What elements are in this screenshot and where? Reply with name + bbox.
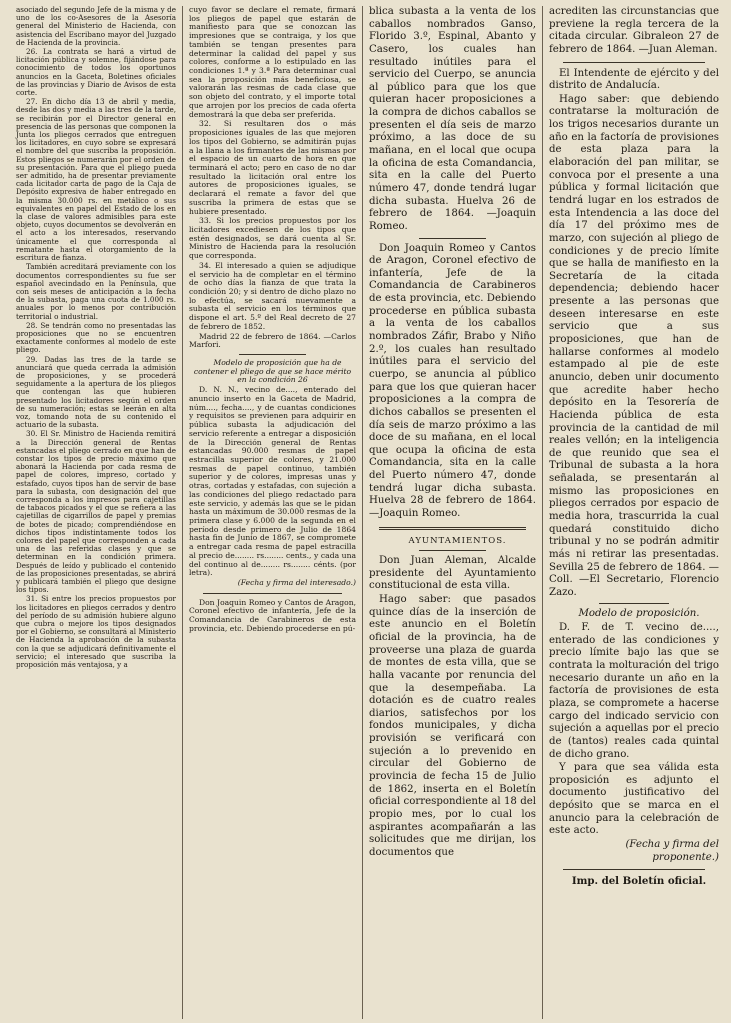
modelo-text: D. N. N., vecino de...., enterado del anuncio inserto en la Gaceta de Madrid, núm...., fecha...., y de cuantas condiciones y requisitos se previenen para adquirir en pública subasta la adjudicación del servicio referente a entregar a disposición de la Dirección general de Rentas estancadas 90.000 resmas de papel estracilla superior de colores, y 21.000 resmas de papel continuo, también superior y de colores, impresas unas y otras, cortadas y estafadas, con sujeción a las condiciones del pliego redactado para este servicio, y además las que se le pidan hasta un máximum de 30.000 resmas de la primera clase y 6.000 de la segunda en el período desde primero de Julio de 1864 hasta fin de Junio de 1867, se compromete a entregar cada resma de papel estracilla al precio de........ rs........ cents., y cada una del continuo al de........ rs........ cénts. (por letra). — [189, 385, 356, 578]
paragraph: 32. Si resultaren dos o más proposiciones iguales de las que mejoren los tipos del Gobierno, se admitirán pujas a la llana a los firmantes de las mismas por el espacio de un cuarto de hora en que terminará el acto; pero en caso de no dar resultado la licitación oral entre los autores de proposiciones iguales, se declarará el remate a favor del que suscriba la primera de estas que se hubiere presentado. — [189, 119, 356, 216]
printer-imprint: Imp. del Boletín oficial. — [571, 875, 707, 888]
notice-text: Don Joaquin Romeo y Cantos de Aragon, Coronel efectivo de infantería, Jefe de la Comandancia de Carabineros de esta provincia, etc. Debiendo procederse en pú- — [189, 597, 356, 633]
notice-text: Hago saber: que debiendo contratarse la molturación de los trigos necesarios durante un año en la factoría de provisiones de esta plaza para la elaboración del pan militar, se convoca por el presente a una pública y formal licitación que tendrá lugar en los estrados de esta Intendencia a las doce del día 17 del próximo mes de marzo, con sujeción al pliego de condiciones y de precio límite que se halla de manifiesto en la Secretaría de la citada dependencia; debiendo hacer presente a las personas que deseen interesarse en este servicio que a sus proposiciones, que han de hallarse conformes al modelo estampado al pie de este anuncio, deben unir documento que acredite haber hecho depósito en la Tesorería de Hacienda pública de esta provincia de la cantidad de mil reales vellón; en la inteligencia de que reunido que sea el Tribunal de subasta a la hora señalada, se presentarán al mismo las proposiciones en pliegos cerrados por espacio de media hora, trascurrida la cual quedará constituido dicho tribunal y no se podrán admitir más ni retirar las presentadas. Sevilla 25 de febrero de 1864. —Coll. —El Secretario, Florencio Zazo. — [549, 93, 719, 598]
paragraph: 30. El Sr. Ministro de Hacienda remitirá a la Dirección general de Rentas estancadas el pliego cerrado en que han de constar los tipos de precio máximo que abonará la Hacienda por cada resma de papel de colores, impreso, cortado y estafado, cuyos tipos han de servir de base para la subasta, con designación del que corresponda a los impresos para cajetillas de tabacos picados y el que se refiera a las cajetillas de cigarrillos de papel y premias de botes de picado; comprendiéndose en dichos tipos indistintamente todos los colores del papel que corresponden a cada una de las referidas clases y que se determinan en la condición primera. Después de leído y publicado el contenido de las proposiciones presentadas, se abrirá y publicará también el pliego que designe los tipos. — [16, 429, 176, 595]
divider — [563, 62, 705, 63]
notice-text: blica subasta a la venta de los caballos nombrados Ganso, Florido 3.º, Espinal, Abanto y Casero, los cuales han resultado inútiles para el servicio del Cuerpo, se anuncia al público para que los que quieran hacer proposiciones a la compra de dichos caballos se presenten el día seis de marzo próximo, a las doce de su mañana, en el local que ocupa la oficina de esta Comandancia, sita en la calle del Puerto número 47, donde tendrá lugar dicha subasta. Huelva 26 de febrero de 1864. —Joaquin Romeo. — [369, 6, 536, 232]
date-signature: Madrid 22 de febrero de 1864. —Carlos Marfori. — [189, 331, 356, 350]
column-3 — [362, 6, 542, 1019]
divider — [419, 238, 486, 239]
modelo-title: Modelo de proposición. — [578, 608, 700, 620]
modelo-text: Y para que sea válida esta proposición es adjunto el documento justificativo del depósito que se marca en el anuncio para la celebración de este acto. — [549, 762, 719, 837]
modelo-signature: (Fecha y firma del proponente.) — [625, 839, 719, 863]
paragraph: 31. Si entre los precios propuestos por los licitadores en pliegos cerrados y dentro del período de su admisión hubiere alguno que cubra o mejore los tipos designados por el Gobierno, se consultará al Ministerio de Hacienda la aprobación de la subasta con la que se adjudicará definitivamente el servicio; el interesado que suscriba la proposición más ventajosa, y a — [16, 594, 176, 670]
section-heading: AYUNTAMIENTOS. — [408, 535, 507, 546]
modelo-signature: (Fecha y firma del interesado.) — [237, 578, 356, 587]
paragraph: asociado del segundo Jefe de la misma y de uno de los co-Asesores de la Asesoría general del Ministerio de Hacienda, con asistencia del Escribano mayor del Juzgado de Hacienda de la provincia. — [16, 6, 176, 47]
divider — [239, 354, 306, 355]
paragraph: 29. Dadas las tres de la tarde se anunciará que queda cerrada la admisión de proposiciones, y se procederá seguidamente a la apertura de los pliegos que contengan las que hubieren presentado los licitadores según el orden de su numeración; estas se leerán en alta voz, tomando nota de su contenido el actuario de la subasta. — [16, 354, 176, 430]
divider — [379, 527, 526, 530]
divider — [563, 869, 705, 870]
notice-text: Hago saber: que pasados quince días de la inserción de este anuncio en el Boletín oficial de la provincia, ha de proveerse una plaza de guarda de montes de esta villa, que se halla vacante por renuncia del que la desempeñaba. La dotación es de cuatro reales diarios, satisfechos por los fondos municipales, y dicha provisión se verificará con sujeción a lo prevenido en circular del Gobierno de provincia de fecha 15 de Julio de 1862, inserta en el Boletín oficial correspondiente al 18 del propio mes, por lo cual los aspirantes acompañarán a las solicitudes que me dirijan, los documentos que — [369, 594, 536, 858]
modelo-text: D. F. de T. vecino de...., enterado de las condiciones y precio límite bajo las que se contrata la molturación del trigo necesario durante un año en la factoría de provisiones de esta plaza, se compromete a hacerse cargo del indicado servicio con sujeción a aquellas por el precio de (tantos) reales cada quintal de dicho grano. — [549, 622, 719, 760]
column-2 — [182, 6, 362, 1019]
modelo-title: Modelo de proposición que ha de contener el pliego de que se hace mérito en la condición 26 — [193, 358, 352, 385]
column-1 — [10, 6, 182, 1019]
notice-text: acrediten las circunstancias que previene la regla tercera de la citada circular. Gibraleon 27 de febrero de 1864. —Juan Aleman. — [549, 6, 719, 55]
paragraph: 27. En dicho día 13 de abril y media, desde las dos y media a las tres de la tarde, se recibirán por el Director general en presencia de las personas que componen la Junta los pliegos cerrados que entreguen los licitadores, en cuyo sobre se expresará el nombre del que suscriba la proposición. Estos pliegos se numerarán por el orden de su presentación. Para que el pliego pueda ser admitido, ha de presentar previamente cada licitador carta de pago de la Caja de Depósito expresiva de haber entregado en la misma 30.000 rs. en metálico o sus equivalentes en papel del Estado de los en la clase de valores admisibles para este objeto, cuyos documentos se devolverán en el acto a los interesados, reservando únicamente el que corresponda al rematante hasta el otorgamiento de la escritura de fianza. — [16, 97, 176, 263]
notice-text: Don Joaquin Romeo y Cantos de Aragon, Coronel efectivo de infantería, Jefe de la Comandancia de Carabineros de esta provincia, etc. Debiendo procederse en pública subasta a la venta de los caballos nombrados Záfir, Brabo y Niño 2.º, los cuales han resultado inútiles para el servicio del cuerpo, se anuncia al público para que los que quieran hacer proposiciones a la compra de dichos caballos se presenten el día seis de marzo próximo a las doce de su mañana, en el local que ocupa la oficina de esta Comandancia, sita en la calle del Puerto número 47, donde tendrá lugar dicha subasta. Huelva 28 de febrero de 1864.—Joaquin Romeo. — [369, 242, 536, 519]
notice-title: Don Juan Aleman, Alcalde presidente del Ayuntamiento constitucional de esta villa. — [369, 555, 536, 592]
paragraph: 26. La contrata se hará a virtud de licitación pública y solemne, fijándose para conocimiento de todos los oportunos anuncios en la Gaceta, Boletines oficiales de las provincias y Diario de Avisos de esta corte. — [16, 47, 176, 98]
divider — [599, 603, 669, 604]
paragraph: También acreditará previamente con los documentos correspondientes su fue ser español avecindado en la Península, que con seis meses de anticipación a la fecha de la subasta, paga una cuota de 1.000 rs. anuales por lo menos por contribución territorial o industrial. — [16, 262, 176, 321]
paragraph: 28. Se tendrán como no presentadas las proposiciones que no se encuentren exactamente conformes al modelo de este pliego. — [16, 320, 176, 355]
paragraph: 33. Si los precios propuestos por los licitadores excediesen de los tipos que estén designados, se dará cuenta al Sr. Ministro de Hacienda para la resolución que corresponda. — [189, 216, 356, 261]
column-4 — [542, 6, 725, 1019]
notice-title: El Intendente de ejército y del distrito de Andalucía. — [549, 67, 719, 92]
divider — [419, 550, 486, 551]
paragraph: cuyo favor se declare el remate, firmará los pliegos de papel que estarán de manifiesto para que se conozcan las impresiones que se contraiga, y los que también se tengan presentes para determinar la calidad del papel y sus colores, conforme a lo estipulado en las condiciones 1.ª y 3.ª Para determinar cual sea la proposición más beneficiosa, se valorarán las resmas de cada clase que son objeto del contrato, y el importe total que arrojen por los precios de cada oferta demostrará la que deba ser preferida. — [189, 6, 356, 119]
divider — [203, 593, 342, 594]
paragraph: 34. El interesado a quien se adjudique el servicio ha de completar en el término de ocho días la fianza de que trata la condición 20; y si dentro de dicho plazo no lo efectúa, se sacará nuevamente a subasta el servicio en los términos que dispone el art. 5.º del Real decreto de 27 de febrero de 1852. — [189, 260, 356, 331]
